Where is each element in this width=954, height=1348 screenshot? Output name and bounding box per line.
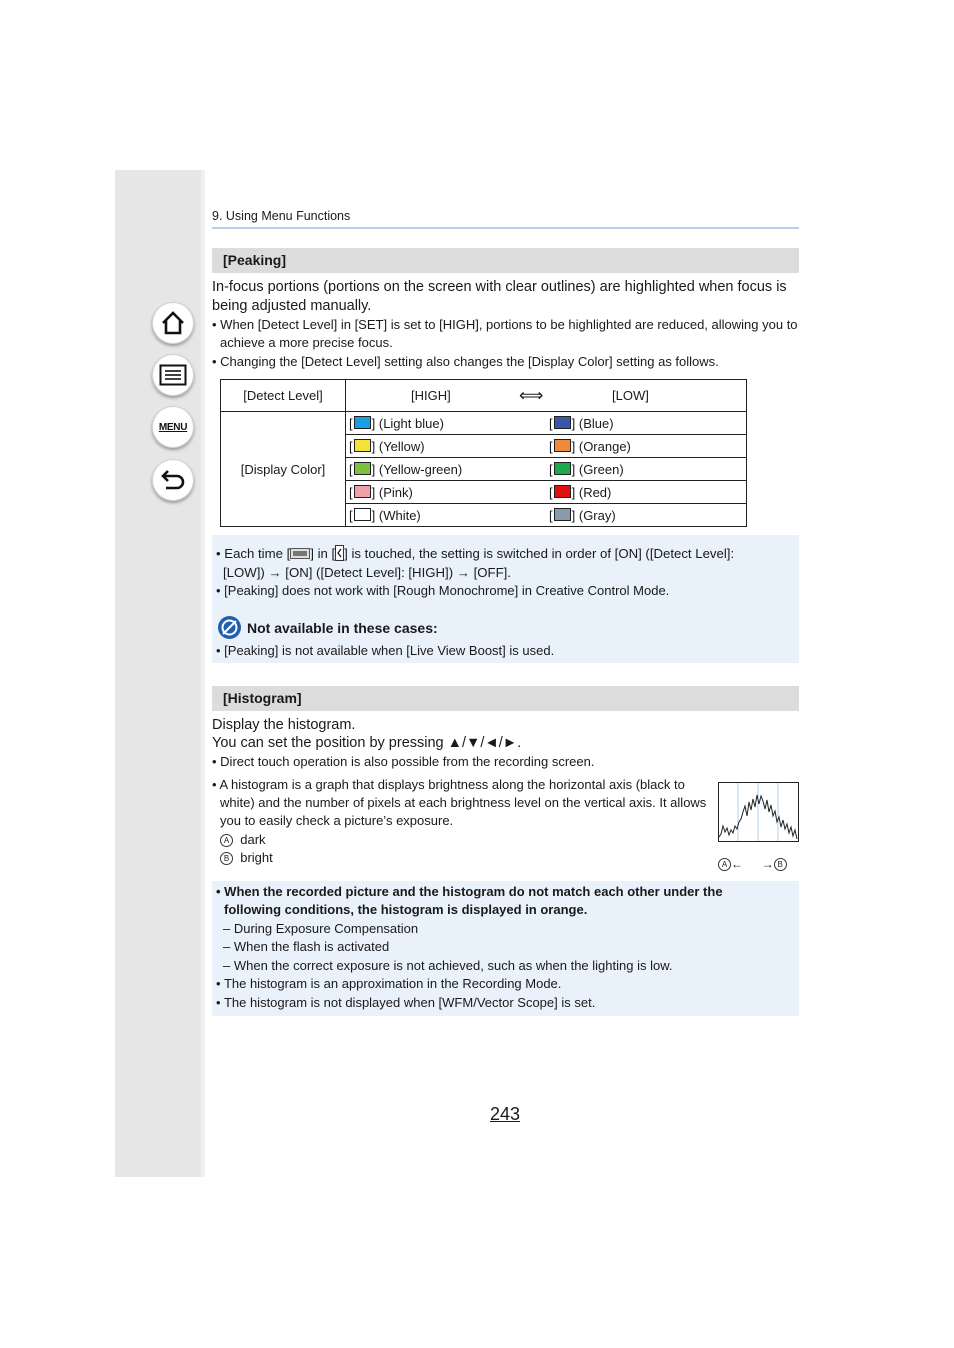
- arrow-left-icon: ←: [731, 857, 743, 871]
- page-number: 243: [490, 1104, 521, 1124]
- peaking-bullet-1: • When [Detect Level] in [SET] is set to [HIGH], portions to be highlighted are reduced, allowing you to achieve a more precise focus.: [212, 317, 798, 350]
- swatch-orange: [554, 439, 571, 452]
- color-cell: [ ] (Blue): [549, 415, 614, 431]
- not-available-title: Not available in these cases:: [247, 620, 438, 636]
- histogram-bullet-2: • A histogram is a graph that displays brightness along the horizontal axis (black to white) and the number of pixels at each brightness level on the vertical axis. It allows you to easily check a picture’s exposure.: [212, 777, 707, 828]
- section-header-histogram: [Histogram]: [212, 686, 799, 711]
- note-text: Each time [: [224, 546, 291, 561]
- swatch-light-blue: [354, 416, 371, 429]
- peaking-note-line-2: [LOW]) → [ON] ([Detect Level]: [HIGH]) → [OFF].: [223, 565, 511, 580]
- menu-label: MENU: [158, 421, 188, 433]
- note-bold-text: When the recorded picture and the histogram do not match each other under the following conditions, the histogram is displayed in orange.: [224, 884, 723, 917]
- not-available-item: • [Peaking] is not available when [Live View Boost] is used.: [216, 643, 555, 658]
- peaking-note-line-1: • Each time [ ] in [ ] is touched, the setting is switched in order of [ON] ([Detect Level]:: [216, 546, 735, 561]
- color-row: [346, 458, 747, 481]
- back-icon: [160, 468, 186, 492]
- detect-level-table: [220, 379, 747, 527]
- histogram-line-1: Display the histogram.: [212, 717, 356, 733]
- color-name: (Yellow): [378, 438, 425, 454]
- color-name: (Red): [578, 484, 612, 500]
- dash-item-3: – When the correct exposure is not achieved, such as when the lighting is low.: [223, 958, 673, 973]
- color-name: (Orange): [578, 438, 631, 454]
- low-label: [LOW]: [612, 387, 649, 403]
- histogram-note-bold: • When the recorded picture and the histogram do not match each other under the following conditions, the histogram is displayed in orange.: [216, 884, 723, 917]
- section-header-peaking: [Peaking]: [212, 248, 799, 273]
- color-cell: [ ] (Orange): [549, 438, 631, 454]
- swatch-gray: [554, 508, 571, 521]
- peaking-bullet-2-text: Changing the [Detect Level] setting also changes the [Display Color] setting as follows.: [220, 354, 719, 369]
- swatch-yellow: [354, 439, 371, 452]
- peaking-bullet-1-text: When [Detect Level] in [SET] is set to [HIGH], portions to be highlighted are reduced, allowing you to achieve a more precise focus.: [220, 317, 798, 350]
- marker-b: B: [220, 852, 233, 865]
- arrow-right-icon: →: [761, 857, 774, 871]
- contents-list-icon: [159, 364, 187, 386]
- home-icon: [160, 310, 186, 336]
- swatch-pink: [354, 485, 371, 498]
- double-arrow-icon: ⟺: [519, 385, 544, 405]
- chapter-title: 9. Using Menu Functions: [212, 209, 351, 223]
- color-row: [346, 435, 747, 458]
- color-name: (Blue): [578, 415, 614, 431]
- note-text: ] is touched, the setting is switched in order of [ON] ([Detect Level]:: [344, 546, 735, 561]
- swatch-green: [554, 462, 571, 475]
- note-text: [Peaking] is not available when [Live View Boost] is used.: [224, 643, 555, 658]
- dash-item-1: – During Exposure Compensation: [223, 921, 419, 936]
- histogram-bullet-1: • Direct touch operation is also possible from the recording screen.: [212, 754, 595, 769]
- marker-a: A: [220, 834, 233, 847]
- color-name: (Light blue): [378, 415, 444, 431]
- color-row: [346, 412, 747, 435]
- detect-level-label: [Detect Level]: [221, 380, 346, 412]
- home-button[interactable]: [152, 302, 194, 344]
- color-cell: [ ] (Light blue): [349, 415, 444, 431]
- color-cell: [ ] (Red): [549, 484, 612, 500]
- display-color-label: [Display Color]: [221, 412, 346, 527]
- legend-dark: [220, 831, 266, 849]
- color-cell: [ ] (Yellow): [349, 438, 425, 454]
- color-cell: [ ] (White): [349, 507, 421, 523]
- note-text: The histogram is an approximation in the Recording Mode.: [223, 976, 562, 991]
- histogram-line-2: You can set the position by pressing ▲/▼/◄/►.: [212, 735, 522, 751]
- color-name: (White): [378, 507, 421, 523]
- legend-dark-label: dark: [240, 832, 266, 847]
- swatch-white: [354, 508, 371, 521]
- not-available-icon: [217, 615, 242, 640]
- color-row: [346, 504, 747, 527]
- back-button[interactable]: [152, 459, 194, 501]
- axis-marker-b: B: [774, 858, 787, 871]
- contents-button[interactable]: [152, 354, 194, 396]
- swatch-yellow-green: [354, 462, 371, 475]
- swatch-red: [554, 485, 571, 498]
- tab-arrow-icon: [335, 545, 344, 561]
- color-cell: [ ] (Yellow-green): [349, 461, 463, 477]
- peaking-intro: In-focus portions (portions on the screen with clear outlines) are highlighted when focus is being adjusted manually.: [212, 279, 787, 314]
- color-cell: [ ] (Gray): [549, 507, 616, 523]
- color-row: [346, 481, 747, 504]
- sidebar-edge: [201, 170, 205, 1177]
- histogram-bullet-1-text: Direct touch operation is also possible from the recording screen.: [220, 754, 595, 769]
- color-cell: [ ] (Green): [549, 461, 624, 477]
- color-name: (Yellow-green): [378, 461, 463, 477]
- note-text: The histogram is not displayed when [WFM/Vector Scope] is set.: [223, 995, 596, 1010]
- swatch-blue: [554, 416, 571, 429]
- histogram-axis-legend: [718, 857, 787, 871]
- detect-level-header: [346, 380, 747, 412]
- legend-bright: [220, 849, 273, 867]
- histogram-note-b3: • The histogram is not displayed when [WFM/Vector Scope] is set.: [216, 995, 596, 1010]
- peaking-note-line-3: • [Peaking] does not work with [Rough Monochrome] in Creative Control Mode.: [216, 583, 670, 598]
- histogram-illustration: [718, 782, 799, 842]
- menu-button[interactable]: [152, 406, 194, 448]
- axis-marker-a: A: [718, 858, 731, 871]
- peaking-bullet-2: • Changing the [Detect Level] setting also changes the [Display Color] setting as follows.: [212, 354, 719, 369]
- note-text: [Peaking] does not work with [Rough Monochrome] in Creative Control Mode.: [224, 583, 670, 598]
- high-label: [HIGH]: [411, 387, 451, 403]
- histogram-bullet-2-text: A histogram is a graph that displays brightness along the horizontal axis (black to white) and the number of pixels at each brightness level on the vertical axis. It allows you to easily check a picture’s exposure.: [219, 777, 707, 828]
- color-name: (Pink): [378, 484, 413, 500]
- histogram-note-b2: • The histogram is an approximation in the Recording Mode.: [216, 976, 562, 991]
- dash-item-2: – When the flash is activated: [223, 939, 390, 954]
- legend-bright-label: bright: [240, 850, 273, 865]
- peaking-setting-icon: [290, 548, 310, 559]
- color-name: (Gray): [578, 507, 616, 523]
- chapter-rule: [212, 227, 799, 229]
- note-text: ] in [: [310, 546, 336, 561]
- color-name: (Green): [578, 461, 624, 477]
- color-cell: [ ] (Pink): [349, 484, 413, 500]
